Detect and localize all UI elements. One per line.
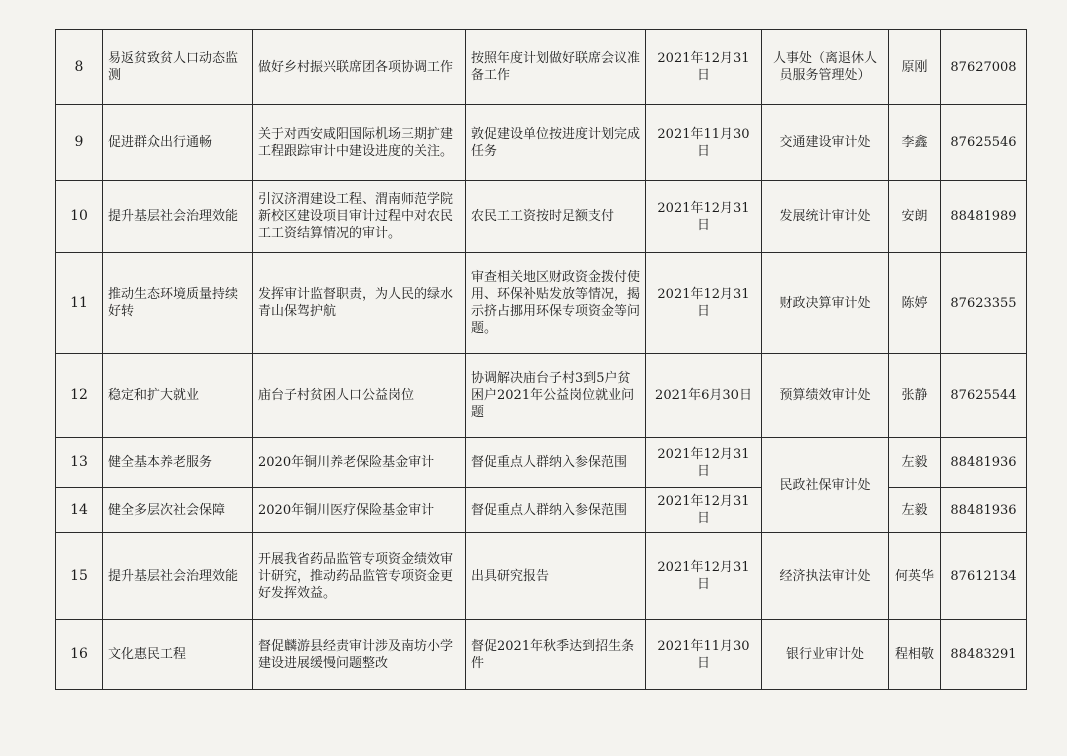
task-content: 2020年铜川医疗保险基金审计 (253, 488, 466, 533)
task-goal: 协调解决庙台子村3到5户贫困户2021年公益岗位就业问题 (466, 354, 646, 438)
department: 财政决算审计处 (762, 253, 889, 354)
row-number: 8 (56, 30, 103, 105)
row-number: 11 (56, 253, 103, 354)
deadline: 2021年12月31日 (646, 181, 762, 253)
task-goal: 审查相关地区财政资金拨付使用、环保补贴发放等情况，揭示挤占挪用环保专项资金等问题。 (466, 253, 646, 354)
deadline: 2021年12月31日 (646, 488, 762, 533)
task-goal: 出具研究报告 (466, 533, 646, 620)
task-item: 健全多层次社会保障 (103, 488, 253, 533)
table-row (56, 105, 1027, 181)
contact-person: 陈婷 (889, 253, 941, 354)
task-item: 推动生态环境质量持续好转 (103, 253, 253, 354)
task-item: 提升基层社会治理效能 (103, 533, 253, 620)
task-content: 督促麟游县经责审计涉及南坊小学建设进展缓慢问题整改 (253, 620, 466, 690)
deadline: 2021年12月31日 (646, 438, 762, 488)
task-content: 关于对西安咸阳国际机场三期扩建工程跟踪审计中建设进度的关注。 (253, 105, 466, 181)
row-number: 9 (56, 105, 103, 181)
contact-phone: 87625544 (941, 354, 1027, 438)
task-content: 庙台子村贫困人口公益岗位 (253, 354, 466, 438)
department: 预算绩效审计处 (762, 354, 889, 438)
contact-phone: 87625546 (941, 105, 1027, 181)
contact-phone: 88483291 (941, 620, 1027, 690)
contact-phone: 87623355 (941, 253, 1027, 354)
department: 交通建设审计处 (762, 105, 889, 181)
task-item: 文化惠民工程 (103, 620, 253, 690)
table-row (56, 181, 1027, 253)
task-goal: 敦促建设单位按进度计划完成任务 (466, 105, 646, 181)
table-row (56, 438, 1027, 488)
task-item: 促进群众出行通畅 (103, 105, 253, 181)
task-goal: 督促重点人群纳入参保范围 (466, 488, 646, 533)
contact-person: 张静 (889, 354, 941, 438)
row-number: 15 (56, 533, 103, 620)
deadline: 2021年12月31日 (646, 253, 762, 354)
contact-person: 何英华 (889, 533, 941, 620)
table-row (56, 533, 1027, 620)
contact-person: 左毅 (889, 438, 941, 488)
task-content: 2020年铜川养老保险基金审计 (253, 438, 466, 488)
department: 发展统计审计处 (762, 181, 889, 253)
contact-person: 左毅 (889, 488, 941, 533)
deadline: 2021年12月31日 (646, 30, 762, 105)
task-goal: 农民工工资按时足额支付 (466, 181, 646, 253)
task-item: 提升基层社会治理效能 (103, 181, 253, 253)
deadline: 2021年6月30日 (646, 354, 762, 438)
contact-phone: 88481936 (941, 488, 1027, 533)
table-row (56, 354, 1027, 438)
table-row (56, 253, 1027, 354)
row-number: 16 (56, 620, 103, 690)
task-goal: 按照年度计划做好联席会议准备工作 (466, 30, 646, 105)
contact-phone: 88481989 (941, 181, 1027, 253)
task-content: 做好乡村振兴联席团各项协调工作 (253, 30, 466, 105)
task-content: 引汉济渭建设工程、渭南师范学院新校区建设项目审计过程中对农民工工资结算情况的审计。 (253, 181, 466, 253)
deadline: 2021年11月30日 (646, 620, 762, 690)
department: 民政社保审计处 (762, 438, 889, 533)
contact-person: 李鑫 (889, 105, 941, 181)
row-number: 13 (56, 438, 103, 488)
department: 人事处（离退休人员服务管理处） (762, 30, 889, 105)
department: 经济执法审计处 (762, 533, 889, 620)
task-item: 易返贫致贫人口动态监测 (103, 30, 253, 105)
contact-phone: 87612134 (941, 533, 1027, 620)
table-row (56, 620, 1027, 690)
tasks-table (55, 29, 1027, 690)
row-number: 14 (56, 488, 103, 533)
contact-person: 原刚 (889, 30, 941, 105)
row-number: 12 (56, 354, 103, 438)
deadline: 2021年11月30日 (646, 105, 762, 181)
row-number: 10 (56, 181, 103, 253)
contact-phone: 87627008 (941, 30, 1027, 105)
contact-phone: 88481936 (941, 438, 1027, 488)
task-content: 开展我省药品监管专项资金绩效审计研究，推动药品监管专项资金更好发挥效益。 (253, 533, 466, 620)
task-item: 稳定和扩大就业 (103, 354, 253, 438)
deadline: 2021年12月31日 (646, 533, 762, 620)
task-goal: 督促2021年秋季达到招生条件 (466, 620, 646, 690)
task-content: 发挥审计监督职责，为人民的绿水青山保驾护航 (253, 253, 466, 354)
table-row (56, 30, 1027, 105)
contact-person: 安朗 (889, 181, 941, 253)
department: 银行业审计处 (762, 620, 889, 690)
task-item: 健全基本养老服务 (103, 438, 253, 488)
task-goal: 督促重点人群纳入参保范围 (466, 438, 646, 488)
contact-person: 程相敬 (889, 620, 941, 690)
